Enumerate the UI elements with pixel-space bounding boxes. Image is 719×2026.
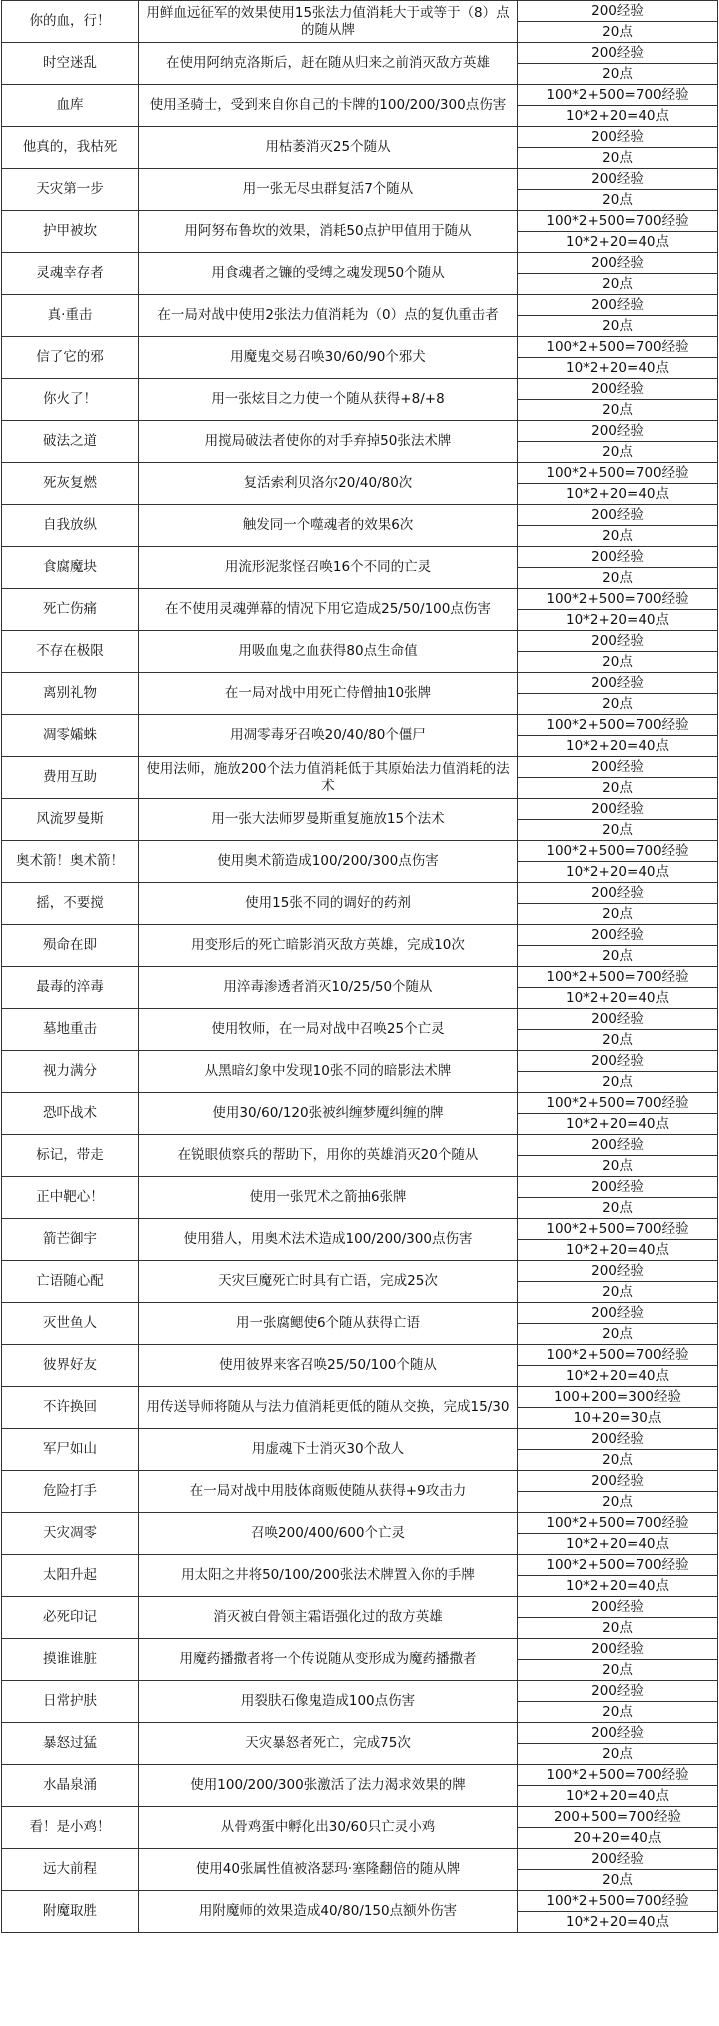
- achievement-description: 用一张炫目之力使一个随从获得+8/+8: [139, 379, 518, 421]
- achievement-name: 不许换回: [2, 1387, 139, 1429]
- reward-points: 20点: [518, 1072, 718, 1093]
- reward-experience: 200经验: [518, 631, 718, 652]
- reward-experience: 200经验: [518, 1429, 718, 1450]
- achievement-name: 天灾第一步: [2, 169, 139, 211]
- achievement-description: 消灭被白骨领主霜语强化过的敌方英雄: [139, 1597, 518, 1639]
- reward-experience: 200经验: [518, 421, 718, 442]
- achievement-row: [2, 1891, 718, 1912]
- achievement-name: 殒命在即: [2, 925, 139, 967]
- reward-points: 20点: [518, 1618, 718, 1639]
- achievement-name: 你火了！: [2, 379, 139, 421]
- achievement-row: [2, 1765, 718, 1786]
- achievement-description: 使用40张属性值被洛瑟玛·塞隆翻倍的随从牌: [139, 1849, 518, 1891]
- achievement-description: 用枯萎消灭25个随从: [139, 127, 518, 169]
- reward-points: 10+20=30点: [518, 1408, 718, 1429]
- reward-experience: 100*2+500=700经验: [518, 1345, 718, 1366]
- achievement-description: 召唤200/400/600个亡灵: [139, 1513, 518, 1555]
- reward-experience: 200经验: [518, 379, 718, 400]
- achievement-name: 视力满分: [2, 1051, 139, 1093]
- achievement-row: [2, 1219, 718, 1240]
- achievement-description: 用流形泥浆怪召唤16个不同的亡灵: [139, 547, 518, 589]
- reward-experience: 200经验: [518, 757, 718, 778]
- achievement-description: 用裂肤石像鬼造成100点伤害: [139, 1681, 518, 1723]
- achievement-description: 用一张大法师罗曼斯重复施放15个法术: [139, 799, 518, 841]
- achievement-description: 使用彼界来客召唤25/50/100个随从: [139, 1345, 518, 1387]
- reward-experience: 200经验: [518, 1177, 718, 1198]
- achievement-row: [2, 1093, 718, 1114]
- achievement-row: [2, 1135, 718, 1156]
- achievement-name: 恐吓战术: [2, 1093, 139, 1135]
- achievement-name: 真·重击: [2, 295, 139, 337]
- achievement-name: 自我放纵: [2, 505, 139, 547]
- achievement-name: 信了它的邪: [2, 337, 139, 379]
- reward-points: 20点: [518, 274, 718, 295]
- achievement-row: [2, 127, 718, 148]
- achievement-row: [2, 631, 718, 652]
- reward-points: 20点: [518, 1702, 718, 1723]
- achievement-row: [2, 925, 718, 946]
- achievement-description: 用凋零毒牙召唤20/40/80个僵尸: [139, 715, 518, 757]
- achievement-description: 在一局对战中使用2张法力值消耗为（0）点的复仇重击者: [139, 295, 518, 337]
- reward-points: 10*2+20=40点: [518, 1534, 718, 1555]
- achievement-row: [2, 1597, 718, 1618]
- achievement-row: [2, 715, 718, 736]
- reward-points: 20点: [518, 1492, 718, 1513]
- reward-experience: 200经验: [518, 883, 718, 904]
- reward-points: 10*2+20=40点: [518, 1576, 718, 1597]
- achievement-row: [2, 1555, 718, 1576]
- reward-points: 10*2+20=40点: [518, 1366, 718, 1387]
- achievement-description: 复活索利贝洛尔20/40/80次: [139, 463, 518, 505]
- achievement-name: 奥术箭！奥术箭！: [2, 841, 139, 883]
- reward-points: 20点: [518, 568, 718, 589]
- achievement-row: [2, 1513, 718, 1534]
- achievement-row: [2, 883, 718, 904]
- achievement-name: 破法之道: [2, 421, 139, 463]
- achievement-row: [2, 1723, 718, 1744]
- reward-points: 10*2+20=40点: [518, 232, 718, 253]
- achievement-row: [2, 1681, 718, 1702]
- reward-points: 20点: [518, 1198, 718, 1219]
- achievement-name: 太阳升起: [2, 1555, 139, 1597]
- achievement-description: 用魔鬼交易召唤30/60/90个邪犬: [139, 337, 518, 379]
- reward-points: 20点: [518, 820, 718, 841]
- reward-experience: 200经验: [518, 1135, 718, 1156]
- achievement-description: 触发同一个噬魂者的效果6次: [139, 505, 518, 547]
- reward-points: 20点: [518, 946, 718, 967]
- reward-experience: 200经验: [518, 1723, 718, 1744]
- reward-points: 10*2+20=40点: [518, 1786, 718, 1807]
- achievement-row: [2, 463, 718, 484]
- reward-experience: 200经验: [518, 253, 718, 274]
- reward-experience: 100*2+500=700经验: [518, 211, 718, 232]
- reward-experience: 100*2+500=700经验: [518, 1555, 718, 1576]
- achievement-name: 食腐魔块: [2, 547, 139, 589]
- achievement-name: 彼界好友: [2, 1345, 139, 1387]
- reward-points: 20+20=40点: [518, 1828, 718, 1849]
- reward-experience: 200经验: [518, 1303, 718, 1324]
- achievement-description: 用鲜血远征军的效果使用15张法力值消耗大于或等于（8）点的随从牌: [139, 1, 518, 43]
- reward-experience: 200经验: [518, 1597, 718, 1618]
- reward-points: 10*2+20=40点: [518, 1912, 718, 1933]
- achievement-name: 你的血，行！: [2, 1, 139, 43]
- achievement-description: 在一局对战中用死亡侍僧抽10张牌: [139, 673, 518, 715]
- achievement-description: 用淬毒渗透者消灭10/25/50个随从: [139, 967, 518, 1009]
- achievement-name: 暴怒过猛: [2, 1723, 139, 1765]
- achievement-row: [2, 1009, 718, 1030]
- reward-points: 20点: [518, 778, 718, 799]
- reward-points: 20点: [518, 1450, 718, 1471]
- reward-experience: 200经验: [518, 1, 718, 22]
- achievement-row: [2, 1261, 718, 1282]
- reward-experience: 200经验: [518, 505, 718, 526]
- reward-experience: 200+500=700经验: [518, 1807, 718, 1828]
- achievement-row: [2, 1177, 718, 1198]
- reward-points: 10*2+20=40点: [518, 106, 718, 127]
- achievement-row: [2, 211, 718, 232]
- achievement-description: 用附魔师的效果造成40/80/150点额外伤害: [139, 1891, 518, 1933]
- achievement-description: 用太阳之井将50/100/200张法术牌置入你的手牌: [139, 1555, 518, 1597]
- achievement-description: 在不使用灵魂弹幕的情况下用它造成25/50/100点伤害: [139, 589, 518, 631]
- achievement-description: 使用法师，施放200个法力值消耗低于其原始法力值消耗的法术: [139, 757, 518, 799]
- achievement-name: 费用互助: [2, 757, 139, 799]
- achievement-description: 从骨鸡蛋中孵化出30/60只亡灵小鸡: [139, 1807, 518, 1849]
- reward-points: 20点: [518, 1324, 718, 1345]
- achievement-row: [2, 967, 718, 988]
- achievement-name: 凋零孀蛛: [2, 715, 139, 757]
- achievement-name: 箭芒御宇: [2, 1219, 139, 1261]
- achievement-row: [2, 337, 718, 358]
- reward-points: 20点: [518, 1870, 718, 1891]
- achievement-row: [2, 757, 718, 778]
- reward-experience: 100*2+500=700经验: [518, 841, 718, 862]
- reward-points: 10*2+20=40点: [518, 610, 718, 631]
- achievement-row: [2, 505, 718, 526]
- reward-experience: 100*2+500=700经验: [518, 463, 718, 484]
- reward-points: 20点: [518, 904, 718, 925]
- reward-points: 10*2+20=40点: [518, 862, 718, 883]
- achievement-row: [2, 1303, 718, 1324]
- achievement-description: 使用牧师，在一局对战中召唤25个亡灵: [139, 1009, 518, 1051]
- reward-experience: 100*2+500=700经验: [518, 715, 718, 736]
- achievement-description: 使用30/60/120张被纠缠梦魇纠缠的牌: [139, 1093, 518, 1135]
- reward-points: 20点: [518, 1282, 718, 1303]
- reward-points: 20点: [518, 1660, 718, 1681]
- achievement-description: 在锐眼侦察兵的帮助下，用你的英雄消灭20个随从: [139, 1135, 518, 1177]
- reward-points: 20点: [518, 1744, 718, 1765]
- achievement-name: 军尸如山: [2, 1429, 139, 1471]
- achievement-name: 正中靶心！: [2, 1177, 139, 1219]
- reward-experience: 100*2+500=700经验: [518, 1093, 718, 1114]
- achievement-name: 墓地重击: [2, 1009, 139, 1051]
- achievement-description: 用阿努布鲁坎的效果，消耗50点护甲值用于随从: [139, 211, 518, 253]
- reward-points: 20点: [518, 694, 718, 715]
- achievement-description: 用一张无尽虫群复活7个随从: [139, 169, 518, 211]
- achievement-row: [2, 589, 718, 610]
- achievement-row: [2, 841, 718, 862]
- reward-points: 20点: [518, 526, 718, 547]
- achievement-name: 灭世鱼人: [2, 1303, 139, 1345]
- achievement-name: 附魔取胜: [2, 1891, 139, 1933]
- reward-experience: 100*2+500=700经验: [518, 85, 718, 106]
- reward-points: 10*2+20=40点: [518, 484, 718, 505]
- achievement-row: [2, 1051, 718, 1072]
- reward-experience: 100*2+500=700经验: [518, 1891, 718, 1912]
- reward-experience: 100*2+500=700经验: [518, 589, 718, 610]
- achievement-description: 从黑暗幻象中发现10张不同的暗影法术牌: [139, 1051, 518, 1093]
- achievement-name: 摇，不要搅: [2, 883, 139, 925]
- achievement-name: 危险打手: [2, 1471, 139, 1513]
- achievement-name: 看！是小鸡！: [2, 1807, 139, 1849]
- achievement-description: 使用15张不同的调好的药剂: [139, 883, 518, 925]
- reward-points: 20点: [518, 190, 718, 211]
- achievement-row: [2, 547, 718, 568]
- reward-experience: 100*2+500=700经验: [518, 1219, 718, 1240]
- reward-experience: 200经验: [518, 1681, 718, 1702]
- achievement-row: [2, 379, 718, 400]
- achievement-description: 使用100/200/300张激活了法力渴求效果的牌: [139, 1765, 518, 1807]
- achievement-name: 日常护肤: [2, 1681, 139, 1723]
- reward-experience: 200经验: [518, 169, 718, 190]
- reward-experience: 100*2+500=700经验: [518, 1765, 718, 1786]
- reward-points: 10*2+20=40点: [518, 988, 718, 1009]
- achievement-row: [2, 1849, 718, 1870]
- achievement-row: [2, 1345, 718, 1366]
- reward-experience: 100*2+500=700经验: [518, 337, 718, 358]
- achievement-description: 天灾巨魔死亡时具有亡语，完成25次: [139, 1261, 518, 1303]
- reward-experience: 200经验: [518, 1051, 718, 1072]
- reward-points: 10*2+20=40点: [518, 358, 718, 379]
- reward-points: 20点: [518, 442, 718, 463]
- achievement-description: 用吸血鬼之血获得80点生命值: [139, 631, 518, 673]
- reward-points: 20点: [518, 316, 718, 337]
- reward-points: 10*2+20=40点: [518, 1240, 718, 1261]
- reward-experience: 200经验: [518, 673, 718, 694]
- achievement-table-body: [2, 1, 718, 1933]
- achievement-name: 天灾凋零: [2, 1513, 139, 1555]
- achievement-description: 用搅局破法者使你的对手弃掉50张法术牌: [139, 421, 518, 463]
- achievement-row: [2, 253, 718, 274]
- achievement-description: 在一局对战中用肢体商贩使随从获得+9攻击力: [139, 1471, 518, 1513]
- achievement-description: 使用圣骑士，受到来自你自己的卡牌的100/200/300点伤害: [139, 85, 518, 127]
- reward-points: 10*2+20=40点: [518, 1114, 718, 1135]
- achievement-row: [2, 799, 718, 820]
- achievement-name: 护甲被坎: [2, 211, 139, 253]
- reward-experience: 100*2+500=700经验: [518, 1513, 718, 1534]
- achievement-description: 用变形后的死亡暗影消灭敌方英雄，完成10次: [139, 925, 518, 967]
- reward-points: 10*2+20=40点: [518, 736, 718, 757]
- achievement-name: 灵魂幸存者: [2, 253, 139, 295]
- reward-experience: 100*2+500=700经验: [518, 967, 718, 988]
- achievement-name: 最毒的淬毒: [2, 967, 139, 1009]
- achievement-description: 用食魂者之镰的受缚之魂发现50个随从: [139, 253, 518, 295]
- achievement-name: 摸谁谁脏: [2, 1639, 139, 1681]
- reward-points: 20点: [518, 1156, 718, 1177]
- reward-experience: 200经验: [518, 1471, 718, 1492]
- reward-points: 20点: [518, 652, 718, 673]
- reward-experience: 100+200=300经验: [518, 1387, 718, 1408]
- reward-experience: 200经验: [518, 1009, 718, 1030]
- achievement-row: [2, 1387, 718, 1408]
- reward-experience: 200经验: [518, 547, 718, 568]
- achievement-description: 在使用阿纳克洛斯后，赶在随从归来之前消灭敌方英雄: [139, 43, 518, 85]
- achievement-name: 亡语随心配: [2, 1261, 139, 1303]
- achievement-name: 离别礼物: [2, 673, 139, 715]
- reward-experience: 200经验: [518, 925, 718, 946]
- achievement-description: 使用奥术箭造成100/200/300点伤害: [139, 841, 518, 883]
- achievement-name: 水晶泉涌: [2, 1765, 139, 1807]
- achievement-description: 天灾暴怒者死亡，完成75次: [139, 1723, 518, 1765]
- reward-points: 20点: [518, 1030, 718, 1051]
- achievement-description: 用魔药播撒者将一个传说随从变形成为魔药播撒者: [139, 1639, 518, 1681]
- reward-points: 20点: [518, 22, 718, 43]
- reward-experience: 200经验: [518, 1849, 718, 1870]
- reward-experience: 200经验: [518, 799, 718, 820]
- achievement-row: [2, 295, 718, 316]
- achievement-row: [2, 1, 718, 22]
- reward-experience: 200经验: [518, 1261, 718, 1282]
- achievement-name: 标记，带走: [2, 1135, 139, 1177]
- achievement-name: 时空迷乱: [2, 43, 139, 85]
- achievement-name: 远大前程: [2, 1849, 139, 1891]
- reward-points: 20点: [518, 148, 718, 169]
- achievement-row: [2, 85, 718, 106]
- achievement-row: [2, 1429, 718, 1450]
- reward-points: 20点: [518, 64, 718, 85]
- achievement-row: [2, 1639, 718, 1660]
- reward-experience: 200经验: [518, 295, 718, 316]
- achievement-name: 不存在极限: [2, 631, 139, 673]
- achievement-row: [2, 43, 718, 64]
- achievement-name: 死灰复燃: [2, 463, 139, 505]
- achievement-description: 用传送导师将随从与法力值消耗更低的随从交换，完成15/30: [139, 1387, 518, 1429]
- achievement-description: 使用一张咒术之箭抽6张牌: [139, 1177, 518, 1219]
- achievement-description: 使用猎人，用奥术法术造成100/200/300点伤害: [139, 1219, 518, 1261]
- achievement-row: [2, 169, 718, 190]
- achievement-name: 血库: [2, 85, 139, 127]
- achievement-row: [2, 421, 718, 442]
- achievement-row: [2, 673, 718, 694]
- reward-points: 20点: [518, 400, 718, 421]
- achievement-table: [1, 0, 718, 1933]
- reward-experience: 200经验: [518, 1639, 718, 1660]
- achievement-name: 风流罗曼斯: [2, 799, 139, 841]
- achievement-name: 他真的，我枯死: [2, 127, 139, 169]
- achievement-row: [2, 1471, 718, 1492]
- achievement-name: 死亡伤痛: [2, 589, 139, 631]
- reward-experience: 200经验: [518, 127, 718, 148]
- achievement-row: [2, 1807, 718, 1828]
- achievement-name: 必死印记: [2, 1597, 139, 1639]
- reward-experience: 200经验: [518, 43, 718, 64]
- achievement-description: 用虚魂下士消灭30个敌人: [139, 1429, 518, 1471]
- achievement-description: 用一张腐鳃使6个随从获得亡语: [139, 1303, 518, 1345]
